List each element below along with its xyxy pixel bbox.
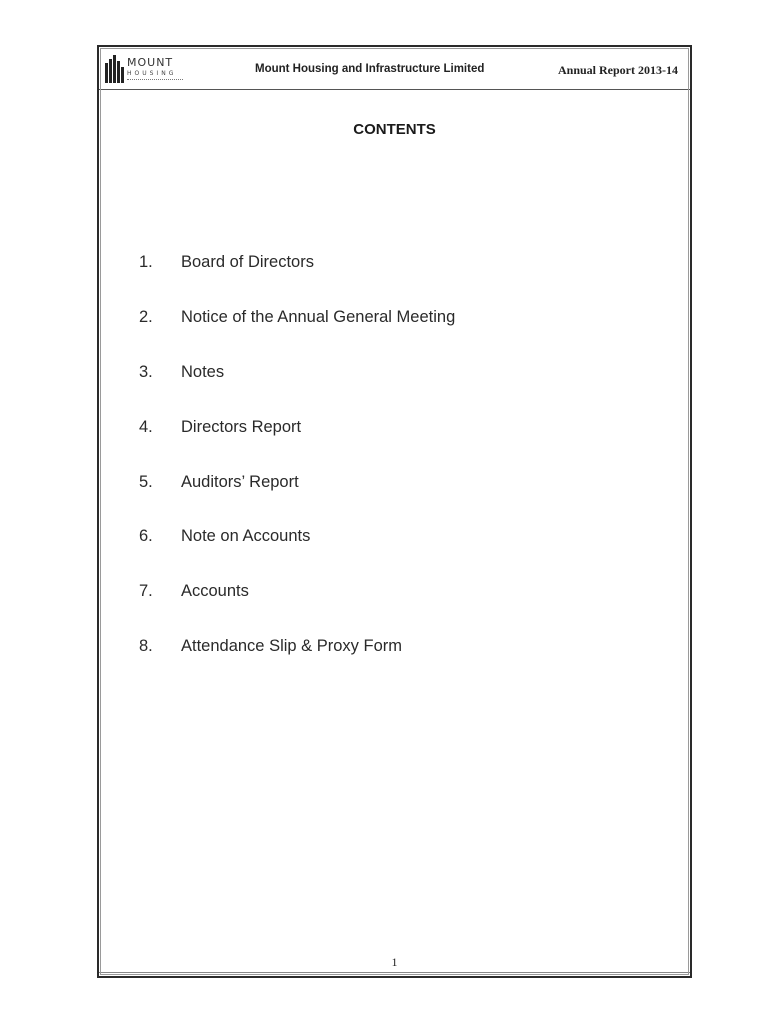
toc-entry-label: Accounts: [181, 582, 249, 601]
toc-entry-label: Attendance Slip & Proxy Form: [181, 637, 403, 656]
toc-entry[interactable]: [139, 582, 659, 637]
contents-heading: CONTENTS: [353, 121, 436, 138]
logo-building-icon: [105, 55, 125, 83]
toc-entry[interactable]: [139, 253, 659, 308]
page-number: 1: [391, 955, 398, 969]
toc-entry-label: Auditors’ Report: [181, 472, 299, 491]
toc-entry[interactable]: [139, 418, 659, 473]
toc-entry-number: 7.: [139, 582, 153, 601]
report-label: Annual Report 2013-14: [557, 63, 678, 77]
logo-wordmark-sub: HOUSING: [127, 70, 177, 77]
toc-entry[interactable]: [139, 637, 659, 692]
toc-entry-label: Notice of the Annual General Meeting: [181, 307, 456, 326]
toc-entry[interactable]: [139, 527, 659, 582]
toc-entry-label: Directors Report: [181, 417, 302, 436]
toc-entry-number: 4.: [139, 417, 153, 436]
toc-entry[interactable]: [139, 308, 659, 363]
logo-wordmark-main: MOUNT: [127, 56, 174, 69]
toc-entry-number: 3.: [139, 362, 153, 381]
company-name: Mount Housing and Infrastructure Limited: [255, 63, 485, 75]
page-header: [99, 47, 690, 90]
page-frame: [97, 45, 692, 978]
toc-entry[interactable]: [139, 363, 659, 418]
table-of-contents: [139, 253, 659, 692]
toc-entry-number: 2.: [139, 307, 153, 326]
toc-entry-number: 1.: [139, 253, 153, 271]
company-logo: [105, 53, 185, 87]
toc-entry-label: Notes: [181, 362, 225, 381]
toc-entry-label: Board of Directors: [181, 253, 314, 271]
toc-entry-label: Note on Accounts: [181, 527, 311, 546]
toc-entry-number: 5.: [139, 472, 153, 491]
toc-entry[interactable]: [139, 473, 659, 528]
toc-entry-number: 8.: [139, 637, 153, 656]
toc-entry-number: 6.: [139, 527, 153, 546]
footer-rule: [99, 972, 690, 973]
logo-tagline-line: [127, 79, 183, 82]
